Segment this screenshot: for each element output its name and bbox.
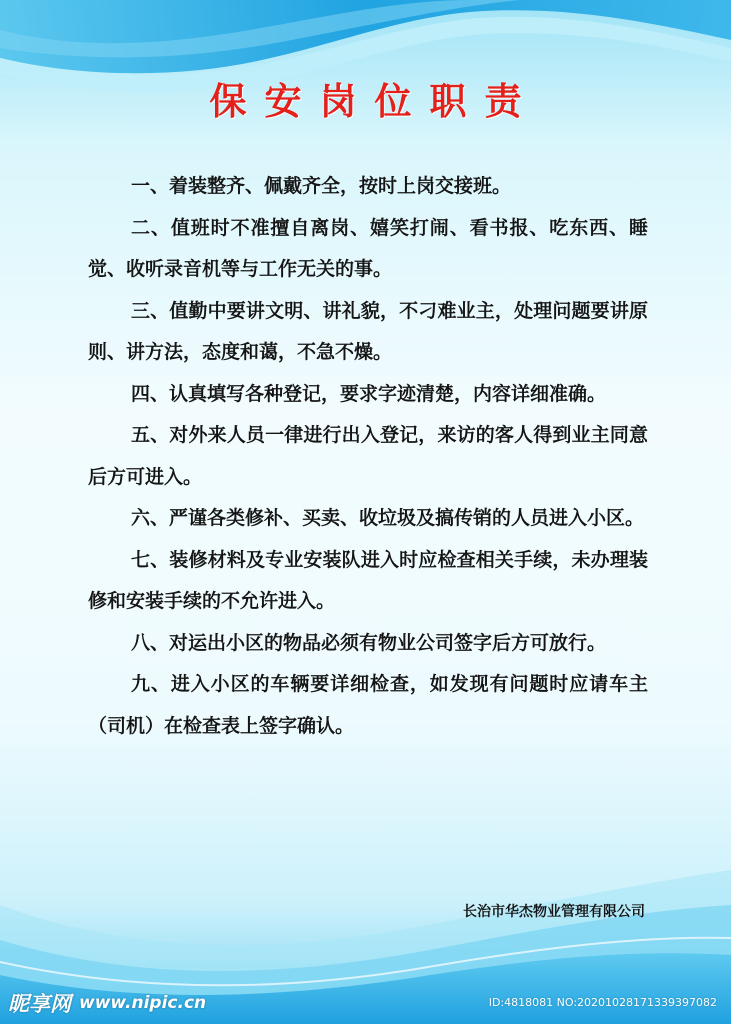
duty-item-8: 八、对运出小区的物品必须有物业公司签字后方可放行。 xyxy=(131,631,607,654)
poster-title: 保安岗位职责 xyxy=(209,80,540,123)
image-id-label: ID:4818081 NO:20201028171339397082 xyxy=(488,996,717,1009)
duty-item-9: 九、进入小区的车辆要详细检查，如发现有问题时应请车主（司机）在检查表上签字确认。 xyxy=(88,673,648,737)
duty-item-6: 六、严谨各类修补、买卖、收垃圾及搞传销的人员进入小区。 xyxy=(131,507,645,529)
duty-item-3: 三、值勤中要讲文明、讲礼貌，不刁难业主，处理问题要讲原则、讲方法，态度和蔼，不急不燥。 xyxy=(88,299,648,363)
duty-item-4: 四、认真填写各种登记，要求字迹清楚，内容详细准确。 xyxy=(131,382,607,405)
duty-item-1: 一、着装整齐、佩戴齐全，按时上岗交接班。 xyxy=(131,175,512,197)
duty-item-2: 二、值班时不准擅自离岗、嬉笑打闹、看书报、吃东西、睡觉、收听录音机等与工作无关的事。 xyxy=(88,216,648,280)
duty-item-5: 五、对外来人员一律进行出入登记，来访的客人得到业主同意后方可进入。 xyxy=(88,424,648,488)
watermark-url: www.nipic.cn xyxy=(79,993,207,1013)
duty-list xyxy=(88,166,648,747)
watermark-logo: 昵享网 xyxy=(8,992,71,1016)
watermark xyxy=(8,988,206,1018)
duty-item-7: 七、装修材料及专业安装队进入时应检查相关手续，未办理装修和安装手续的不允许进入。 xyxy=(88,548,648,612)
company-name: 长治市华杰物业管理有限公司 xyxy=(463,904,645,920)
